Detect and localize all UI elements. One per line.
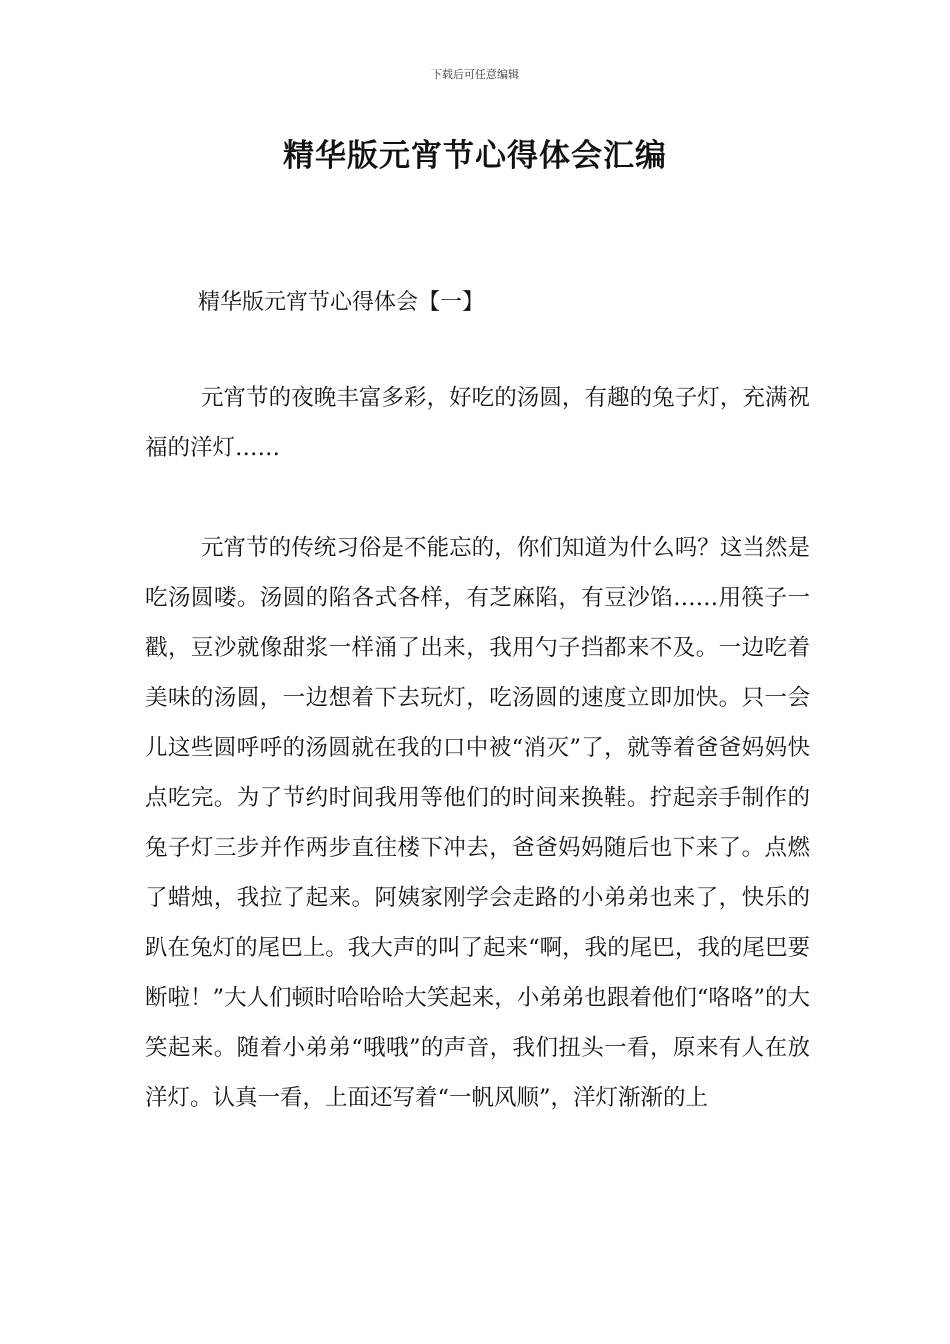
section-heading: 精华版元宵节心得体会【一】 [198, 290, 485, 315]
document-title: 精华版元宵节心得体会汇编 [283, 138, 667, 174]
body-paragraph: 元宵节的夜晚丰富多彩，好吃的汤圆，有趣的兔子灯，充满祝福的洋灯…… [145, 385, 810, 461]
body-paragraph: 元宵节的传统习俗是不能忘的，你们知道为什么吗？这当然是吃汤圆喽。汤圆的陷各式各样，有芝麻陷，有豆沙馅……用筷子一戳，豆沙就像甜浆一样涌了出来，我用勺子挡都来不及。一边吃着美味的汤圆，一边想着下去玩灯，吃汤圆的速度立即加快。只一会儿这些圆呼呼的汤圆就在我的口中被“消灭”了，就等着爸爸妈妈快点吃完。为了节约时间我用等他们的时间来换鞋。拧起亲手制作的兔子灯三步并作两步直往楼下冲去，爸爸妈妈随后也下来了。点燃了蜡烛，我拉了起来。阿姨家刚学会走路的小弟弟也来了，快乐的趴在兔灯的尾巴上。我大声的叫了起来“啊，我的尾巴，我的尾巴要断啦！”大人们顿时哈哈哈大笑起来，小弟弟也跟着他们“咯咯”的大笑起来。随着小弟弟“哦哦”的声音，我们扭头一看，原来有人在放洋灯。认真一看，上面还写着“一帆风顺”，洋灯渐渐的上 [145, 535, 810, 1111]
header-note: 下载后可任意编辑 [431, 68, 519, 81]
